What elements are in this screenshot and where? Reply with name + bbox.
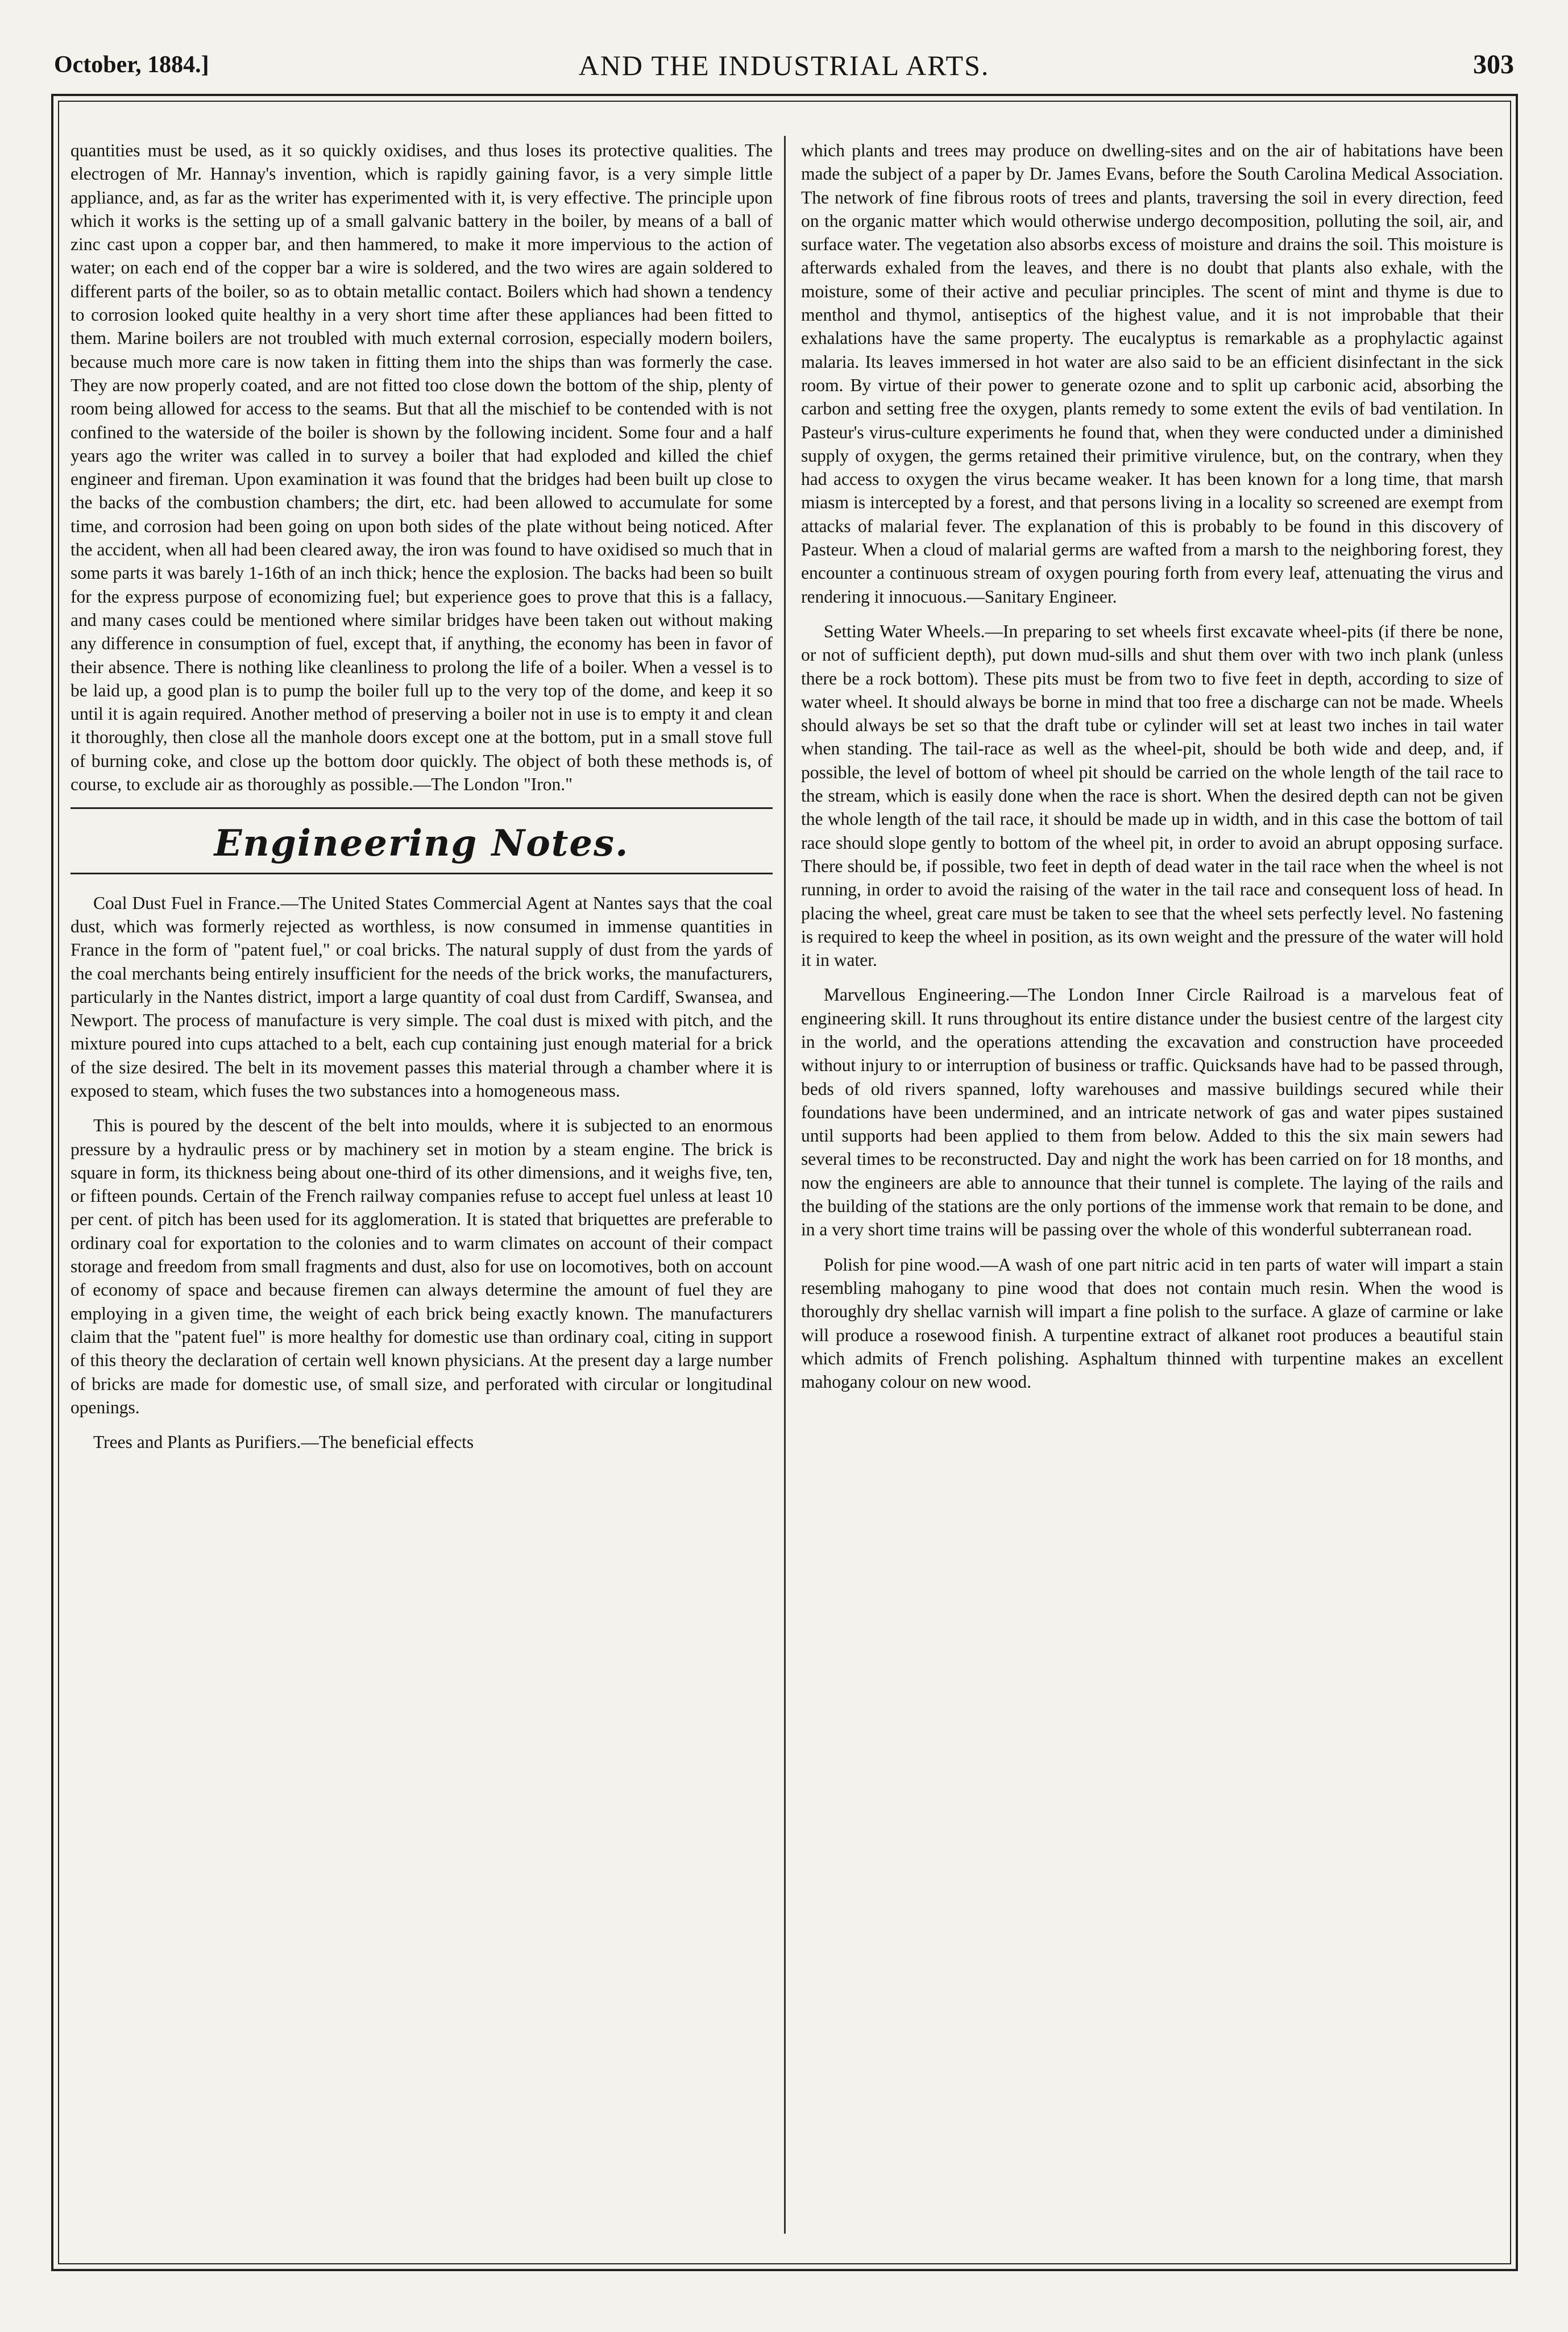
left-column [70,139,773,1465]
coal-dust-article-cont: This is poured by the descent of the belt into moulds, where it is subjected to an enormous pressure by a hydraulic press or by machinery set in motion by a steam engine. The brick is square in form, its thickness being about one-third of its other dimensions, and it weighs five, ten, or fifteen pounds. Certain of the French railway companies refuse to accept fuel unless at least 10 per cent. of pitch has been used for its agglomeration. It is stated that briquettes are preferable to ordinary coal for exportation to the colonies and to warm climates on account of their compact storage and freedom from small fragments and dust, also for use on locomotives, both on account of economy of space and because firemen can always determine the amount of fuel they are employing in a given time, the weight of each brick being exactly known. The manufacturers claim that the "patent fuel" is more healthy for domestic use than ordinary coal, citing in support of this theory the declaration of certain well known physicians. At the present day a large number of bricks are made for domestic use, of small size, and perforated with circular or longitudinal openings. [70,1115,773,1417]
pine-wood-polish-article: Polish for pine wood.—A wash of one part nitric acid in ten parts of water will impart a stain resembling mahogany to pine wood that does not contain much resin. When the wood is thoroughly dry shellac varnish will impart a fine polish to the surface. A glaze of carmine or lake will produce a rosewood finish. A turpentine extract of alkanet root produces a beautiful stain which admits of French polishing. Asphaltum thinned with turpentine makes an excellent mahogany colour on new wood. [801,1254,1503,1392]
section-rule-bottom [70,873,773,874]
trees-plants-article-cont: which plants and trees may produce on dwelling-sites and on the air of habitations have been made the subject of a paper by Dr. James Evans, before the South Carolina Medical Association. The network of fine fibrous roots of trees and plants, traversing the soil in every direction, feed on the organic matter which would otherwise undergo decomposition, polluting the soil, air, and surface water. The vegetation also absorbs excess of moisture and drains the soil. This moisture is afterwards exhaled from the leaves, and there is no doubt that plants also exhale, with the moisture, some of their active and peculiar principles. The scent of mint and thyme is due to menthol and thymol, antiseptics of the highest value, and it is not improbable that their exhalations have the same property. The eucalyptus is remarkable as a prophylactic against malaria. Its leaves immersed in hot water are also said to be an efficient disinfectant in the sick room. By virtue of their power to generate ozone and to split up carbonic acid, absorbing the carbon and setting free the oxygen, plants remedy to some extent the evils of bad ventilation. In Pasteur's virus-culture experiments he found that, when they were conducted under a diminished supply of oxygen, the germs retained their primitive virulence, but, on the contrary, when they had access to oxygen the virus became weaker. It has been known for a long time, that marsh miasm is intercepted by a forest, and that persons living in a locality so screened are exempt from attacks of malarial fever. The explanation of this is probably to be found in this discovery of Pasteur. When a cloud of malarial germs are wafted from a marsh to the neighboring forest, they encounter a continuous stream of oxygen pouring forth from every leaf, attenuating the virus and rendering it innocuous.—Sanitary Engineer. [801,140,1503,607]
section-rule-top [70,807,773,809]
column-divider [784,136,786,2234]
journal-title: AND THE INDUSTRIAL ARTS. [578,49,990,81]
coal-dust-article: Coal Dust Fuel in France.—The United States Commercial Agent at Nantes says that the coal dust, which was formerly rejected as worthless, is now consumed in immense quantities in France in the form of "patent fuel," or coal bricks. The natural supply of dust from the yards of the coal merchants being entirely insufficient for the needs of the brick works, the manufacturers, particularly in the Nantes district, import a large quantity of coal dust from Cardiff, Swansea, and Newport. The process of manufacture is very simple. The coal dust is mixed with pitch, and the mixture poured into cups attached to a belt, each cup containing just enough material for a brick of the size desired. The belt in its movement passes this material through a chamber where it is exposed to steam, which fuses the two substances into a homogeneous mass. [70,893,773,1101]
issue-date: October, 1884.] [54,52,209,78]
page-number: 303 [1473,49,1514,80]
trees-plants-article-start: Trees and Plants as Purifiers.—The beneficial effects [93,1432,474,1453]
marvellous-engineering-article: Marvellous Engineering.—The London Inner Circle Railroad is a marvelous feat of engineering skill. It runs throughout its entire distance under the busiest centre of the largest city in the world, and the operations attending the excavation and construction have proceeded without injury to or interruption of business or traffic. Quicksands have had to be passed through, beds of old rivers spanned, lofty warehouses and massive buildings secured while their foundations have been undermined, and an intricate network of gas and water pipes sustained until supports had been applied to them from below. Added to this the six main sewers had several times to be reconstructed. Day and night the work has been carried on for 18 months, and now the engineers are able to announce that their tunnel is complete. The laying of the rails and the building of the stations are the only portions of the immense work that remain to be done, and in a very short time trains will be passing over the whole of this wonderful subterranean road. [801,985,1503,1240]
water-wheels-article: Setting Water Wheels.—In preparing to set wheels first excavate wheel-pits (if there be none, or not of sufficient depth), put down mud-sills and shut them over with two inch plank (unless there be a rock bottom). These pits must be from two to five feet in depth, according to size of water wheel. It should always be borne in mind that too free a discharge can not be made. Wheels should always be set so that the draft tube or cylinder will set at least two inches in tail water when standing. The tail-race as well as the wheel-pit, should be both wide and deep, and, if possible, the level of bottom of wheel pit should be carried on the whole length of the tail race to the stream, which is easily done when the race is short. When the desired depth can not be given the whole length of the tail race, it should be made up in width, and in this case the bottom of tail race should slope gently to bottom of the wheel pit, in order to avoid an abrupt opposing surface. There should be, if possible, two feet in depth of dead water in the tail race when the wheel is not running, in order to avoid the raising of the water in the tail race and consequent loss of head. In placing the wheel, great care must be taken to see that the wheel sets perfectly level. No fastening is required to keep the wheel in position, as its own weight and the pressure of the water will hold it in water. [801,621,1503,970]
page-frame [51,94,1518,2271]
page-header [54,34,1514,85]
section-heading: Engineering Notes. [214,822,629,865]
right-column [801,139,1503,1405]
boiler-article-text: quantities must be used, as it so quickly oxidises, and thus loses its protective qualities. The electrogen of Mr. Hannay's invention, which is rapidly gaining favor, is a very simple little appliance, and, as far as the writer has experimented with it, is very effective. The principle upon which it works is the setting up of a small galvanic battery in the boiler, by means of a ball of zinc cast upon a copper bar, and then hammered, to make it more impervious to the action of water; on each end of the copper bar a wire is soldered, and the two wires are again soldered to different parts of the boiler, so as to obtain metallic contact. Boilers which had shown a tendency to corrosion looked quite healthy in a very short time after these appliances had been fitted to them. Marine boilers are not troubled with much external corrosion, especially modern boilers, because much more care is now taken in fitting them into the ships than was formerly the case. They are now properly coated, and are not fitted too close down the bottom of the ship, plenty of room being allowed for access to the seams. But that all the mischief to be contended with is not confined to the waterside of the boiler is shown by the following incident. Some four and a half years ago the writer was called in to survey a boiler that had exploded and killed the chief engineer and fireman. Upon examination it was found that the bridges had been built up close to the backs of the combustion chambers; the dirt, etc. had been allowed to accumulate for some time, and corrosion had been going on upon both sides of the plate without being noticed. After the accident, when all had been cleared away, the iron was found to have oxidised so much that in some parts it was barely 1-16th of an inch thick; hence the explosion. The backs had been so built for the express purpose of economizing fuel; but experience goes to prove that this is a fallacy, and many cases could be mentioned where similar bridges have been taken out without making any difference in consumption of fuel, except that, if anything, the economy has been in favor of their absence. There is nothing like cleanliness to prolong the life of a boiler. When a vessel is to be laid up, a good plan is to pump the boiler full up to the very top of the dome, and keep it so until it is again required. Another method of preserving a boiler not in use is to empty it and clean it thoroughly, then close all the manhole doors except one at the bottom, put in a small stove full of burning coke, and close up the bottom door quickly. The object of both these methods is, of course, to exclude air as thoroughly as possible.—The London "Iron." [70,140,773,795]
